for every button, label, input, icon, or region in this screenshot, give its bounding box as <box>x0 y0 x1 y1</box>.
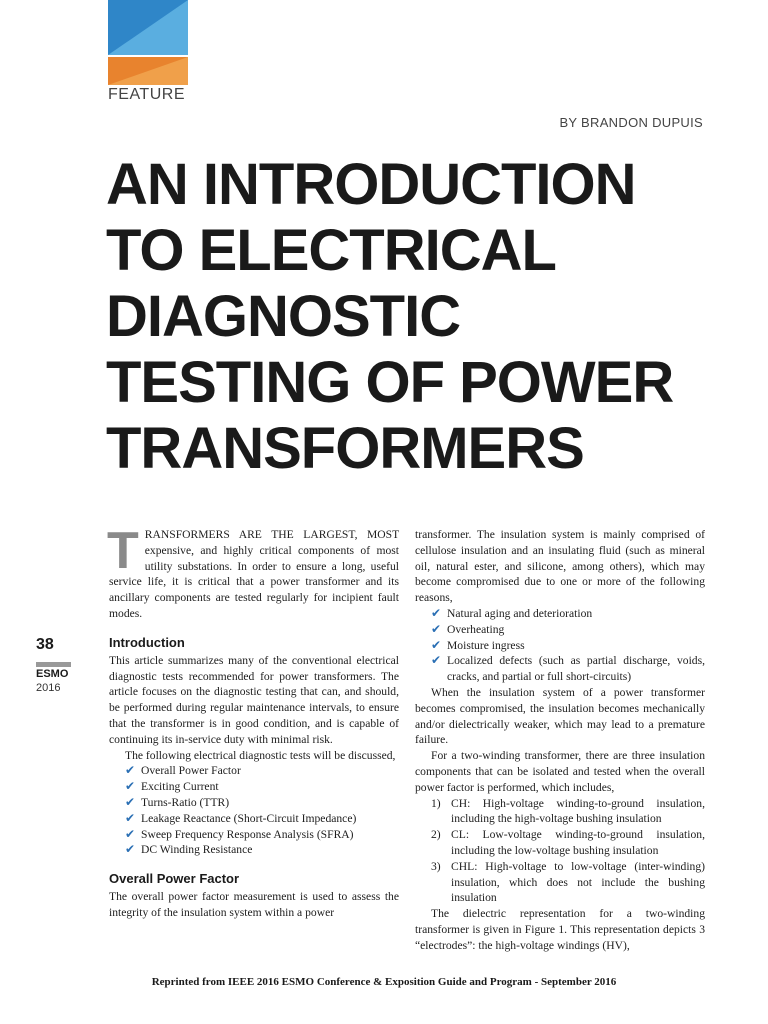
drop-cap: T <box>107 522 139 580</box>
page-number: 38 <box>36 636 54 653</box>
checkmark-icon: ✔ <box>125 842 136 857</box>
paragraph: The following electrical diagnostic tests will be discussed, <box>125 748 396 762</box>
sidebar-org: ESMO <box>36 668 69 680</box>
list-item: ✔ Turns-Ratio (TTR) <box>125 794 230 809</box>
paragraph: When the insulation system of a power transformer becomes compromised, the insulation becomes mechanically and/or dielectrically weaker, which may lead to a premature failure. <box>415 685 705 747</box>
sidebar-rule <box>36 662 71 667</box>
heading-introduction: Introduction <box>109 634 185 650</box>
intro-paragraph <box>107 522 399 622</box>
checkmark-icon: ✔ <box>125 794 136 809</box>
list-item: ✔ Localized defects (such as partial discharge, voids, cracks, and partial or full short-circuits) <box>431 653 705 684</box>
lead-text: RANSFORMERS ARE THE LARGEST, MOST <box>144 528 399 541</box>
list-item: ✔ Sweep Frequency Response Analysis (SFRA) <box>125 826 354 841</box>
list-item: 1) CH: High-voltage winding-to-ground insulation, including the high-voltage bushing insulation <box>431 796 705 826</box>
title-line: DIAGNOSTIC <box>106 284 461 349</box>
list-item: ✔ Moisture ingress <box>431 637 525 652</box>
checkmark-icon: ✔ <box>431 637 442 652</box>
paragraph: For a two-winding transformer, there are three insulation components that can be isolated and tested when the overall power factor is performed, which includes, <box>415 749 705 794</box>
title-line: AN INTRODUCTION <box>106 152 636 217</box>
checkmark-icon: ✔ <box>125 826 136 841</box>
list-item: ✔ Overall Power Factor <box>125 763 241 778</box>
title-line: TESTING OF POWER <box>106 350 674 415</box>
title-line: TRANSFORMERS <box>106 416 584 481</box>
components-list <box>431 796 705 907</box>
sidebar-year: 2016 <box>36 682 61 694</box>
list-item: ✔ Natural aging and deterioration <box>431 605 593 620</box>
byline: BY BRANDON DUPUIS <box>559 115 703 130</box>
checkmark-icon: ✔ <box>125 779 136 794</box>
paragraph: This article summarizes many of the conventional electrical diagnostic tests recommended for power transformers. The article focuses on the diagnostic testing that can, and should, be performed during regular maintenance intervals, to ensure that the transformer is in good condition, and is capable of continuing its in-service duty with minimal risk. <box>109 653 399 746</box>
title-line: TO ELECTRICAL <box>106 218 556 283</box>
list-item: 2) CL: Low-voltage winding-to-ground insulation, including the low-voltage bushing insulation <box>431 828 705 857</box>
list-item: ✔ Exciting Current <box>125 779 219 794</box>
paragraph: The overall power factor measurement is used to assess the integrity of the insulation system within a power <box>109 890 399 919</box>
logo-orange-block <box>108 57 188 85</box>
section-label: FEATURE <box>108 86 185 103</box>
checkmark-icon: ✔ <box>431 621 442 636</box>
paragraph: transformer. The insulation system is mainly comprised of cellulose insulation and an insulating fluid (such as mineral oil, natural ester, and silicone, among others), which may become compromised due to one or more of the following reasons, <box>415 528 705 605</box>
reasons-list <box>431 606 705 685</box>
article-title <box>106 152 746 482</box>
tests-list <box>125 763 399 858</box>
logo-blue-block <box>108 0 188 55</box>
checkmark-icon: ✔ <box>431 653 442 668</box>
list-item: ✔ DC Winding Resistance <box>125 842 253 857</box>
list-item: ✔ Overheating <box>431 621 505 636</box>
paragraph: The dielectric representation for a two-winding transformer is given in Figure 1. This representation depicts 3 “electrodes”: the high-voltage windings (HV), <box>415 907 705 952</box>
intro-rest: expensive, and highly critical components of most utility substations. In order to ensure a long, useful service life, it is critical that a power transformer and its ancillary components are tested regularly for incipient fault modes. <box>109 543 399 620</box>
left-column <box>107 522 399 921</box>
checkmark-icon: ✔ <box>125 763 136 778</box>
list-item: ✔ Leakage Reactance (Short-Circuit Impedance) <box>125 810 357 825</box>
checkmark-icon: ✔ <box>125 810 136 825</box>
right-column <box>415 527 705 954</box>
checkmark-icon: ✔ <box>431 605 442 620</box>
heading-overall-power-factor: Overall Power Factor <box>109 871 240 887</box>
list-item: 3) CHL: High-voltage to low-voltage (inter-winding) insulation, which does not include the bushing insulation <box>431 859 705 905</box>
footer-reprint-note: Reprinted from IEEE 2016 ESMO Conference & Exposition Guide and Program - September 2016 <box>151 976 617 988</box>
